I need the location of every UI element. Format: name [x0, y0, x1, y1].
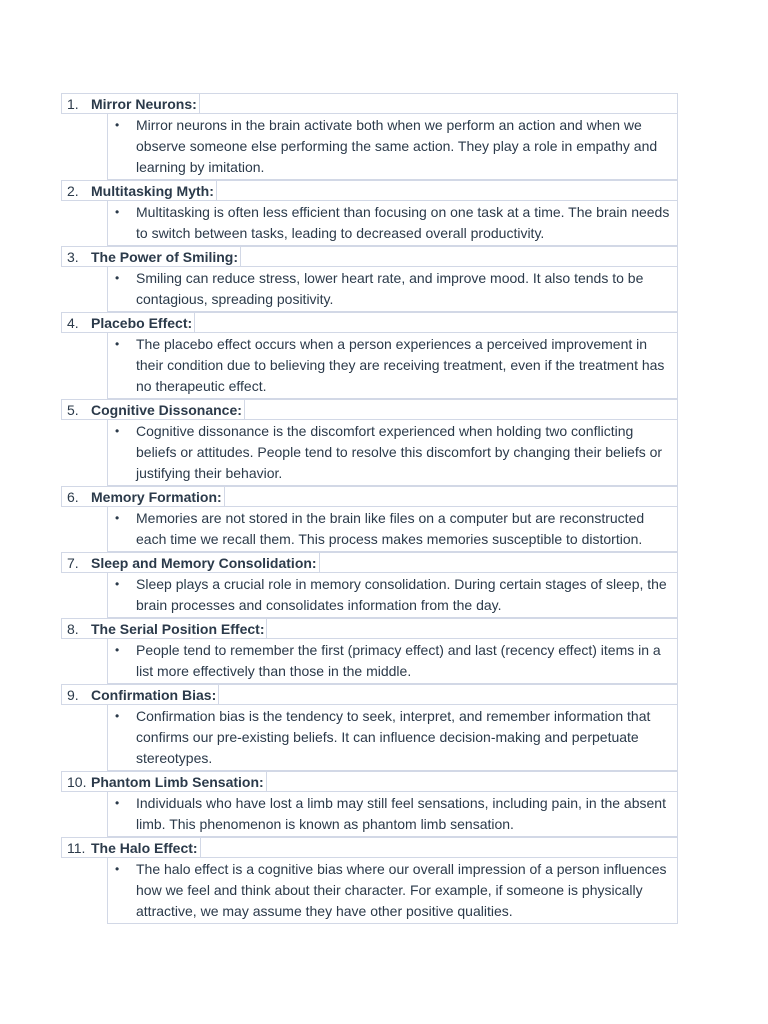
- item-title: Sleep and Memory Consolidation:: [91, 555, 317, 571]
- item-heading: [61, 837, 201, 858]
- bullet-icon: •: [115, 643, 120, 657]
- item-number: 11.: [67, 840, 86, 856]
- bullet-icon: •: [115, 511, 120, 525]
- item-text: Cognitive dissonance is the discomfort experienced when holding two conflicting beliefs or attitudes. People tend to resolve this discomfort by changing their beliefs or justifying their behavior.: [136, 423, 663, 481]
- list-item: [61, 618, 678, 684]
- item-heading-row: [61, 552, 678, 573]
- item-description: [107, 420, 678, 486]
- list-item: [61, 684, 678, 771]
- item-heading: [61, 684, 219, 705]
- item-description: [107, 858, 678, 924]
- item-heading-row: [61, 618, 678, 639]
- item-heading: [61, 399, 245, 420]
- bullet-icon: •: [115, 337, 120, 351]
- item-heading-row: [61, 486, 678, 507]
- item-text: Memories are not stored in the brain like files on a computer but are reconstructed each time we recall them. This process makes memories susceptible to distortion.: [136, 510, 645, 547]
- item-heading: [61, 552, 320, 573]
- bullet-icon: •: [115, 424, 120, 438]
- list-item: [61, 771, 678, 837]
- item-number: 7.: [67, 555, 79, 571]
- item-title: Memory Formation:: [91, 489, 222, 505]
- item-title: Phantom Limb Sensation:: [91, 774, 264, 790]
- list-item: [61, 552, 678, 618]
- item-heading-row: [61, 93, 678, 114]
- list-item: [61, 246, 678, 312]
- item-description: [107, 639, 678, 684]
- item-heading: [61, 771, 267, 792]
- item-heading: [61, 246, 241, 267]
- item-text: Sleep plays a crucial role in memory consolidation. During certain stages of sleep, the brain processes and consolidates information from the day.: [136, 576, 667, 613]
- item-text: People tend to remember the first (primacy effect) and last (recency effect) items in a list more effectively than those in the middle.: [136, 642, 661, 679]
- item-description: [107, 792, 678, 837]
- item-text: Mirror neurons in the brain activate both when we perform an action and when we observe someone else performing the same action. They play a role in empathy and learning by imitation.: [136, 117, 658, 175]
- numbered-list: [61, 93, 678, 924]
- item-description: [107, 267, 678, 312]
- bullet-icon: •: [115, 862, 120, 876]
- item-heading-row: [61, 312, 678, 333]
- item-text: Individuals who have lost a limb may still feel sensations, including pain, in the absent limb. This phenomenon is known as phantom limb sensation.: [136, 795, 666, 832]
- item-text: Smiling can reduce stress, lower heart rate, and improve mood. It also tends to be contagious, spreading positivity.: [136, 270, 644, 307]
- bullet-icon: •: [115, 709, 120, 723]
- item-number: 6.: [67, 489, 79, 505]
- item-title: Mirror Neurons:: [91, 96, 197, 112]
- item-description: [107, 705, 678, 771]
- item-description: [107, 573, 678, 618]
- item-title: The Power of Smiling:: [91, 249, 239, 265]
- item-number: 5.: [67, 402, 79, 418]
- list-item: [61, 180, 678, 246]
- list-item: [61, 93, 678, 180]
- item-text: Confirmation bias is the tendency to seek, interpret, and remember information that confirms our pre-existing beliefs. It can influence decision-making and perpetuate stereotypes.: [136, 708, 651, 766]
- item-heading-row: [61, 837, 678, 858]
- item-description: [107, 201, 678, 246]
- bullet-icon: •: [115, 271, 120, 285]
- bullet-icon: •: [115, 205, 120, 219]
- item-number: 9.: [67, 687, 79, 703]
- item-title: The Serial Position Effect:: [91, 621, 265, 637]
- item-heading: [61, 93, 200, 114]
- list-item: [61, 399, 678, 486]
- item-heading-row: [61, 399, 678, 420]
- item-heading-row: [61, 684, 678, 705]
- item-description: [107, 507, 678, 552]
- item-text: Multitasking is often less efficient than focusing on one task at a time. The brain needs to switch between tasks, leading to decreased overall productivity.: [136, 204, 670, 241]
- item-title: Multitasking Myth:: [91, 183, 214, 199]
- item-number: 3.: [67, 249, 79, 265]
- item-heading-row: [61, 180, 678, 201]
- item-text: The placebo effect occurs when a person experiences a perceived improvement in their condition due to believing they are receiving treatment, even if the treatment has no therapeutic effect.: [136, 336, 665, 394]
- item-number: 8.: [67, 621, 79, 637]
- item-number: 10.: [67, 774, 87, 790]
- item-description: [107, 333, 678, 399]
- item-heading-row: [61, 246, 678, 267]
- item-title: Cognitive Dissonance:: [91, 402, 242, 418]
- item-title: Placebo Effect:: [91, 315, 193, 331]
- bullet-icon: •: [115, 796, 120, 810]
- item-number: 1.: [67, 96, 79, 112]
- bullet-icon: •: [115, 577, 120, 591]
- item-heading: [61, 180, 217, 201]
- item-title: Confirmation Bias:: [91, 687, 217, 703]
- item-heading: [61, 312, 195, 333]
- bullet-icon: •: [115, 118, 120, 132]
- item-number: 4.: [67, 315, 79, 331]
- list-item: [61, 837, 678, 924]
- item-heading-row: [61, 771, 678, 792]
- list-item: [61, 486, 678, 552]
- item-heading: [61, 618, 267, 639]
- list-item: [61, 312, 678, 399]
- item-description: [107, 114, 678, 180]
- item-text: The halo effect is a cognitive bias where our overall impression of a person influences how we feel and think about their character. For example, if someone is physically attractive, we may assume they have other positive qualities.: [136, 861, 667, 919]
- item-heading: [61, 486, 225, 507]
- item-title: The Halo Effect:: [91, 840, 198, 856]
- item-number: 2.: [67, 183, 79, 199]
